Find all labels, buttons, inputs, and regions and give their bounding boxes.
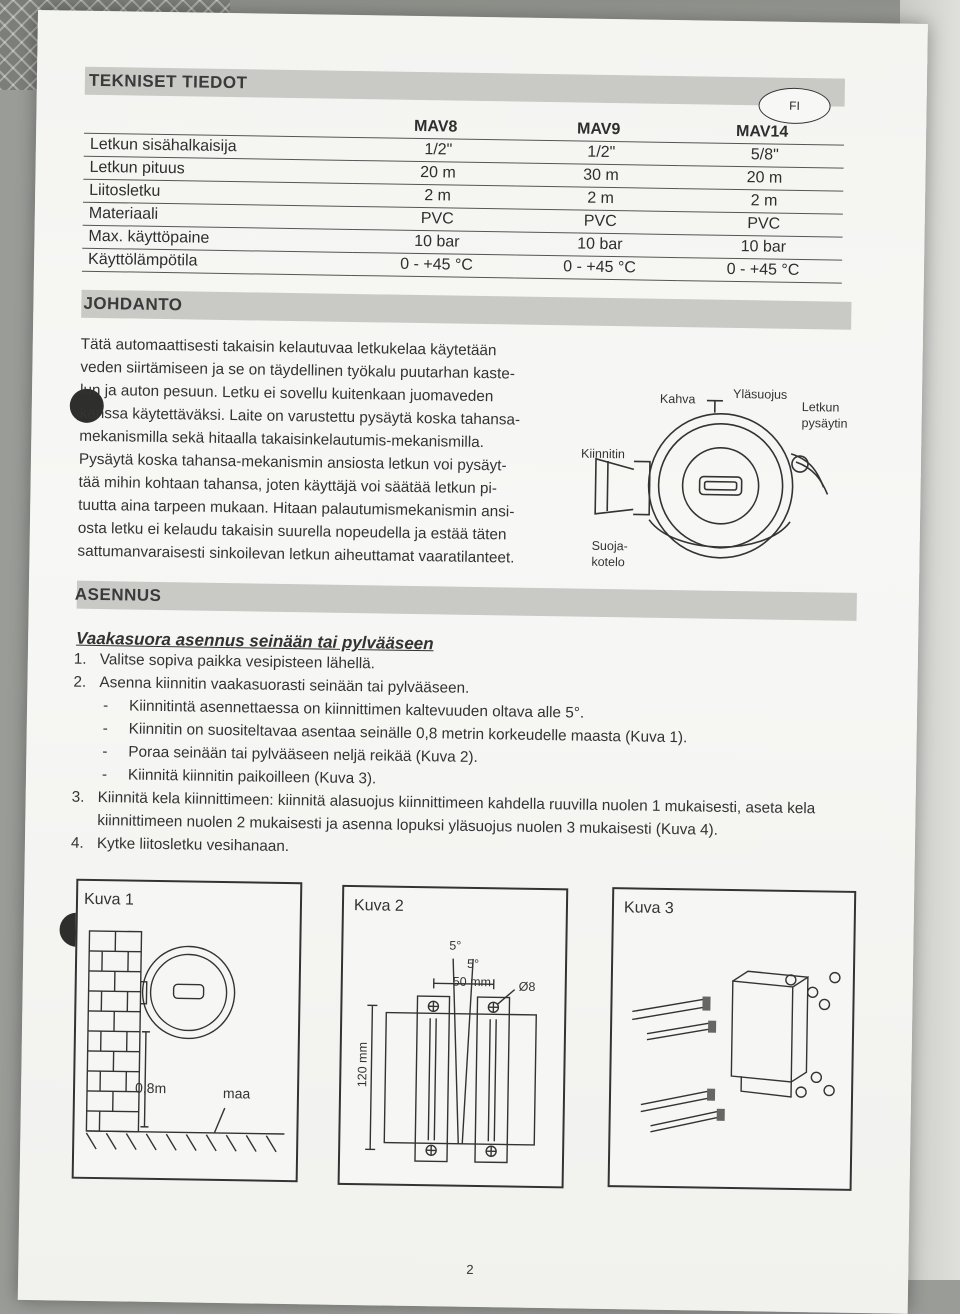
install-step (74, 651, 375, 674)
intro-line: osta letku ei kelaudu takaisin suurella nopeudella ja estää täten (78, 517, 538, 547)
install-substep (102, 766, 377, 788)
spec-row-label: Materiaali (83, 202, 353, 229)
intro-paragraph (77, 333, 541, 570)
spec-value: PVC (516, 209, 679, 235)
reel-label-handle: Kahva (660, 392, 696, 407)
reel-label-bracket: Kiinnitin (581, 447, 625, 462)
manual-page (18, 10, 928, 1314)
step-text: kiinnittimeen nuolen 2 mukaisesti ja asenna lopuksi yläsuojus nuolen 3 mukaisesti (Kuva 4). (97, 812, 718, 839)
figure-3-title: Kuva 3 (624, 899, 674, 918)
language-badge-label: FI (789, 99, 800, 113)
spec-value: 10 bar (515, 232, 678, 258)
figure-3 (608, 887, 857, 1191)
figure-2-angle-2: 5° (467, 957, 479, 971)
intro-line: mekanismilla sekä hitaalla takaisinkelautumis-mekanismilla. (79, 425, 539, 455)
figure-2-hole-label: Ø8 (519, 980, 536, 994)
reel-label-stopper-line1: Letkun (802, 400, 840, 415)
spec-value: 1/2" (517, 140, 680, 166)
spec-header-mav8: MAV8 (354, 115, 517, 140)
spec-header-mav14: MAV14 (680, 120, 844, 145)
step-text: Asenna kiinnitin vaakasuorasti seinään tai pylvääseen. (99, 674, 469, 697)
step-text: Kytke liitosletku vesihanaan. (97, 835, 289, 855)
section-title-install: ASENNUS (75, 585, 162, 606)
install-substep (103, 697, 584, 723)
intro-line: kanssa käytettäväksi. Laite on varustettu pysäytä koska tahansa- (79, 402, 539, 432)
spec-row-label: Letkun pituus (83, 156, 353, 183)
step-text: Poraa seinään tai pylvääseen neljä reikää (Kuva 2). (128, 744, 478, 766)
figure-2 (338, 885, 569, 1189)
spec-value: 2 m (516, 186, 679, 212)
figure-1-title: Kuva 1 (84, 891, 134, 910)
spec-row-label: Letkun sisähalkaisija (84, 133, 354, 160)
figure-2-angle-1: 5° (449, 939, 461, 953)
figure-1-height-label: 0,8m (135, 1080, 166, 1096)
intro-line: tää mihin kohtaan tahansa, joten käyttäjä voi säätää letkun pi- (78, 471, 538, 501)
figure-2-height-label: 120 mm (355, 1007, 370, 1087)
spec-value: 0 - +45 °C (352, 252, 515, 278)
intro-line: Tätä automaattisesti takaisin kelautuvaa letkukelaa käytetään (81, 333, 541, 363)
spec-value: 2 m (679, 189, 843, 215)
step-text: Kiinnitin on suositeltavaa asentaa seinälle 0,8 metrin korkeudelle maasta (Kuva 1). (129, 721, 688, 747)
install-substep (102, 743, 478, 767)
install-subheading: Vaakasuora asennus seinään tai pylvääseen (76, 629, 434, 655)
spec-table (82, 111, 844, 284)
section-title-intro: JOHDANTO (83, 294, 182, 316)
figure-2-drawing (340, 927, 566, 1184)
reel-label-case-line2: kotelo (591, 555, 625, 570)
section-bar-intro (81, 290, 851, 330)
spec-value: 30 m (516, 163, 679, 189)
spec-value: 20 m (679, 166, 843, 192)
spec-value: 5/8" (680, 143, 844, 169)
install-step (73, 674, 469, 698)
spec-value: 2 m (353, 183, 516, 209)
page-number: 2 (466, 1262, 473, 1277)
spec-value: 1/2" (354, 137, 517, 163)
section-bar-install (77, 581, 857, 621)
figure-3-drawing (610, 929, 854, 1187)
step-marker: 2. (73, 674, 99, 692)
step-marker: 1. (74, 651, 100, 669)
spec-header-mav9: MAV9 (517, 118, 680, 143)
spec-value: 0 - +45 °C (678, 258, 842, 284)
hose-reel-illustration (584, 389, 847, 563)
spec-value: PVC (679, 212, 843, 238)
reel-label-case-line1: Suoja- (592, 539, 628, 554)
intro-line: veden siirtämiseen ja se on täydellinen työkalu puutarhan kaste- (80, 356, 540, 386)
spec-row-label: Liitosletku (83, 179, 353, 206)
step-marker: 4. (71, 835, 97, 853)
step-text: Kiinnitä kela kiinnittimeen: kiinnitä alasuojus kiinnittimeen kahdella ruuvilla nuolen 1 mukaisesti, aseta kela (98, 789, 816, 817)
spec-value: PVC (353, 206, 516, 232)
spec-value: 10 bar (678, 235, 842, 261)
install-substep (103, 720, 688, 747)
reel-label-stopper-line2: pysäytin (801, 416, 847, 431)
intro-line: lun ja auton pesuun. Letku ei sovellu kuitenkaan juomaveden (80, 379, 540, 409)
section-title-tech: TEKNISET TIEDOT (89, 71, 248, 93)
language-badge (758, 87, 831, 124)
step-marker: 3. (71, 789, 97, 807)
step-text: Kiinnitä kiinnitin paikoilleen (Kuva 3). (128, 767, 377, 788)
reel-label-top-cover: Yläsuojus (733, 387, 787, 402)
spec-row-label: Max. käyttöpaine (82, 225, 352, 252)
install-step (71, 835, 289, 856)
figure-2-title: Kuva 2 (354, 897, 404, 916)
spec-value: 10 bar (352, 229, 515, 255)
step-marker: - (103, 697, 129, 715)
spec-row-label: Käyttölämpötila (82, 248, 352, 275)
spec-value: 20 m (353, 160, 516, 186)
intro-line: tuutta aina tarpeen mukaan. Hitaan palautumismekanismin ansi- (78, 494, 538, 524)
spec-value: 0 - +45 °C (515, 255, 678, 281)
step-text: Valitse sopiva paikka vesipisteen lähellä. (100, 651, 375, 672)
figure-2-width-label: 50 mm (453, 975, 491, 990)
intro-line: sattumanvaraisesti sinkoilevan letkun aiheuttamat vaaratilanteet. (77, 540, 537, 570)
step-text: Kiinnitintä asennettaessa on kiinnittimen kaltevuuden oltava alle 5°. (129, 698, 584, 722)
step-marker: - (103, 720, 129, 738)
figure-1 (72, 879, 303, 1183)
figure-1-drawing (74, 921, 300, 1178)
step-marker: - (102, 766, 128, 784)
step-marker: - (102, 743, 128, 761)
figure-1-ground-label: maa (223, 1085, 250, 1101)
intro-line: Pysäytä koska tahansa-mekanismin ansiosta letkun voi pysäyt- (79, 448, 539, 478)
